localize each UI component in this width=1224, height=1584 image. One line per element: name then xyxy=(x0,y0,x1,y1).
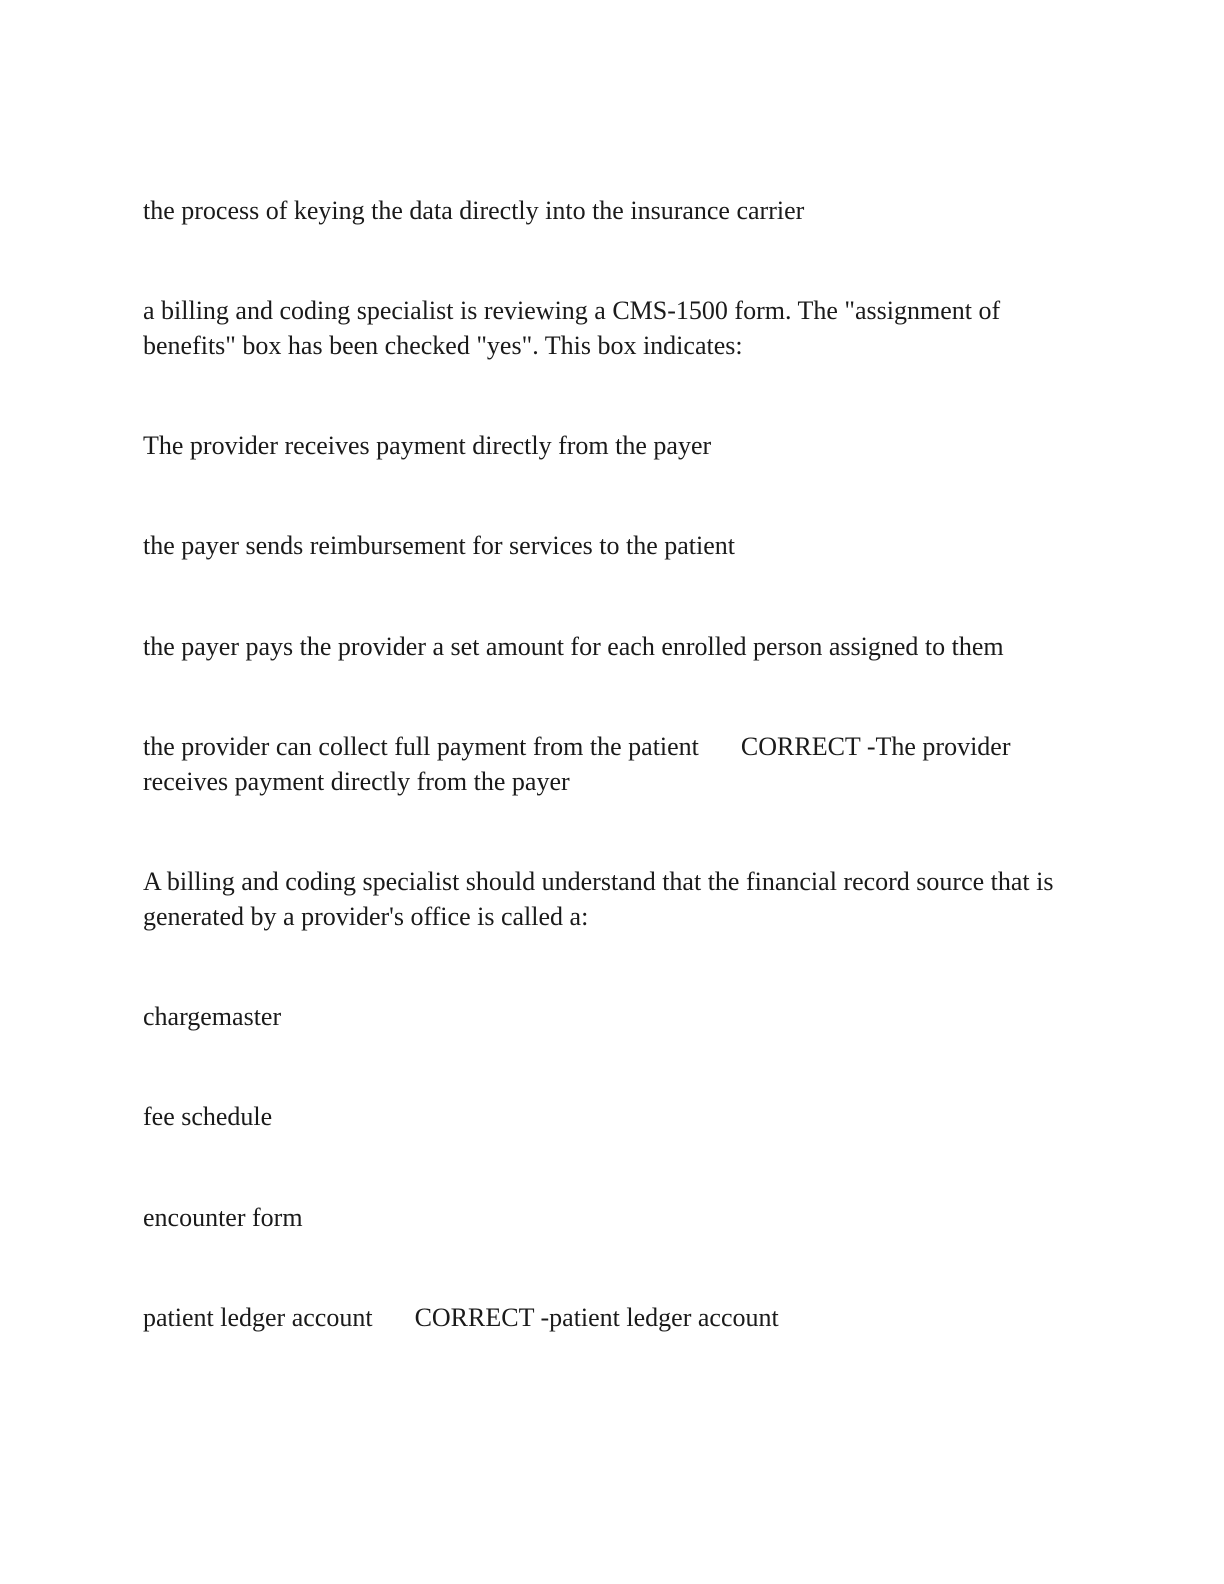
paragraph-text: fee schedule xyxy=(143,1102,273,1131)
correct-answer-note: CORRECT -patient ledger account xyxy=(414,1303,779,1332)
paragraph-text: the process of keying the data directly into the insurance carrier xyxy=(143,196,805,225)
answer-option xyxy=(143,1200,1078,1235)
paragraph-text: chargemaster xyxy=(143,1002,282,1031)
answer-option xyxy=(143,1099,1078,1134)
question-text xyxy=(143,193,1078,228)
paragraph-text: The provider receives payment directly from the payer xyxy=(143,431,712,460)
answer-option xyxy=(143,528,1078,563)
paragraph-text: the payer sends reimbursement for services to the patient xyxy=(143,531,736,560)
answer-option xyxy=(143,1300,1078,1335)
question-text xyxy=(143,864,1078,934)
answer-option xyxy=(143,428,1078,463)
paragraph-text: a billing and coding specialist is reviewing a CMS-1500 form. The "assignment of benefits" box has been checked "yes". This box indicates: xyxy=(143,296,1001,360)
answer-option xyxy=(143,999,1078,1034)
paragraph-text: the payer pays the provider a set amount for each enrolled person assigned to them xyxy=(143,632,1004,661)
paragraph-text: the provider can collect full payment from the patient xyxy=(143,732,699,761)
answer-option xyxy=(143,629,1078,664)
answer-option xyxy=(143,729,1078,799)
question-text xyxy=(143,293,1078,363)
correct-answer-note: CORRECT -The provider receives payment directly from the payer xyxy=(143,732,1011,796)
paragraph-text: A billing and coding specialist should understand that the financial record source that is generated by a provider's office is called a: xyxy=(143,867,1054,931)
paragraph-text: encounter form xyxy=(143,1203,303,1232)
paragraph-text: patient ledger account xyxy=(143,1303,373,1332)
